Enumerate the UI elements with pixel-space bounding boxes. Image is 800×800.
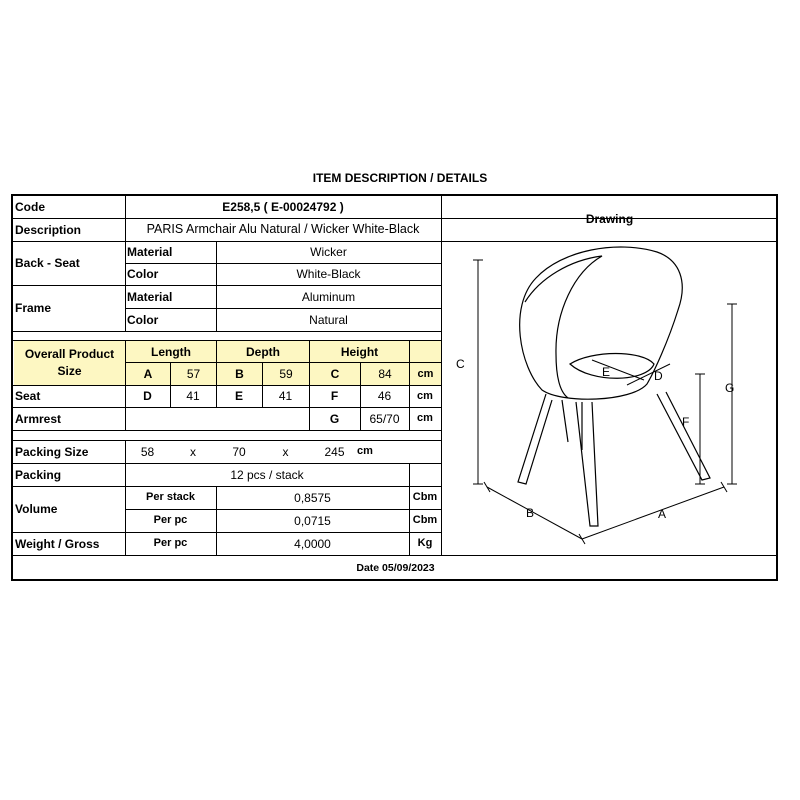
- length-header: Length: [126, 341, 216, 362]
- item-details-sheet: [11, 194, 778, 581]
- drawing-label-g: G: [725, 381, 735, 395]
- packing-size-label: Packing Size: [15, 444, 89, 459]
- date-footer: Date 05/09/2023: [356, 561, 435, 574]
- drawing-label-e: E: [602, 365, 611, 379]
- chair-outline: [518, 247, 710, 526]
- drawing-label-f: F: [682, 415, 690, 429]
- weight-unit: Kg: [417, 537, 433, 549]
- description-label: Description: [15, 222, 82, 237]
- volume-per-stack-label: Per stack: [146, 491, 195, 503]
- drawing-label-a: A: [658, 507, 667, 521]
- weight-value: 4,0000: [294, 536, 331, 551]
- seat-unit: cm: [417, 389, 433, 402]
- key-b: B: [217, 363, 262, 385]
- armrest-unit: cm: [417, 412, 433, 424]
- back-seat-color-value: White-Black: [296, 267, 361, 281]
- height-header: Height: [310, 341, 409, 362]
- description-value: PARIS Armchair Alu Natural / Wicker White-Black: [146, 222, 420, 237]
- key-a: A: [126, 363, 170, 385]
- volume-per-stack-unit: Cbm: [412, 491, 438, 503]
- key-d: D: [143, 389, 152, 403]
- back-seat-material-value: Wicker: [310, 245, 347, 259]
- value-b: 59: [263, 363, 309, 385]
- page-title: ITEM DESCRIPTION / DETAILS: [312, 171, 488, 185]
- depth-header: Depth: [217, 341, 309, 362]
- drawing-label-d: D: [654, 369, 663, 383]
- key-c: C: [310, 363, 360, 385]
- code-value: E258,5 ( E-00024792 ): [222, 200, 344, 214]
- volume-per-pc-value: 0,0715: [294, 513, 331, 528]
- frame-material-label: Material: [127, 289, 173, 304]
- value-d: 41: [186, 389, 200, 403]
- value-g: 65/70: [369, 411, 400, 426]
- packing-value: 12 pcs / stack: [230, 467, 304, 482]
- weight-per-pc-label: Per pc: [153, 537, 188, 549]
- value-e: 41: [278, 389, 293, 403]
- drawing-label: Drawing: [585, 211, 634, 226]
- value-c: 84: [361, 363, 409, 385]
- frame-color-value: Natural: [309, 312, 348, 327]
- packing-label: Packing: [15, 467, 62, 482]
- value-f: 46: [377, 389, 392, 403]
- packing-size-x2: x: [282, 444, 289, 459]
- packing-size-depth: 70: [232, 444, 246, 459]
- armrest-label: Armrest: [15, 411, 62, 426]
- key-f: F: [330, 389, 339, 403]
- packing-size-height: 245: [324, 444, 345, 459]
- volume-label: Volume: [15, 502, 58, 516]
- overall-size-label-line2: Size: [57, 364, 82, 378]
- overall-size-label: [14, 341, 125, 385]
- frame-label: Frame: [15, 301, 52, 315]
- back-seat-label: Back - Seat: [15, 256, 80, 270]
- value-a: 57: [171, 363, 216, 385]
- height-header-spacer: [410, 341, 441, 362]
- drawing-label-c: C: [456, 357, 465, 371]
- frame-color-label: Color: [127, 312, 159, 327]
- frame-material-value: Aluminum: [301, 289, 356, 304]
- chair-drawing: [442, 242, 778, 555]
- volume-per-pc-unit: Cbm: [412, 514, 438, 526]
- overall-size-label-line1: Overall Product: [24, 347, 115, 361]
- packing-size-x1: x: [190, 444, 196, 459]
- overall-unit: cm: [410, 363, 441, 385]
- code-label: Code: [15, 200, 45, 214]
- key-g: G: [329, 411, 340, 426]
- drawing-label-b: B: [526, 506, 535, 520]
- volume-per-stack-value: 0,8575: [294, 490, 331, 505]
- volume-per-pc-label: Per pc: [153, 514, 188, 526]
- seat-label: Seat: [15, 389, 41, 403]
- back-seat-material-label: Material: [127, 245, 173, 259]
- dimension-lines: [473, 260, 737, 544]
- packing-size-width: 58: [140, 444, 155, 459]
- packing-size-unit: cm: [357, 445, 373, 457]
- key-e: E: [234, 389, 243, 403]
- back-seat-color-label: Color: [127, 267, 159, 281]
- weight-label: Weight / Gross: [15, 536, 100, 551]
